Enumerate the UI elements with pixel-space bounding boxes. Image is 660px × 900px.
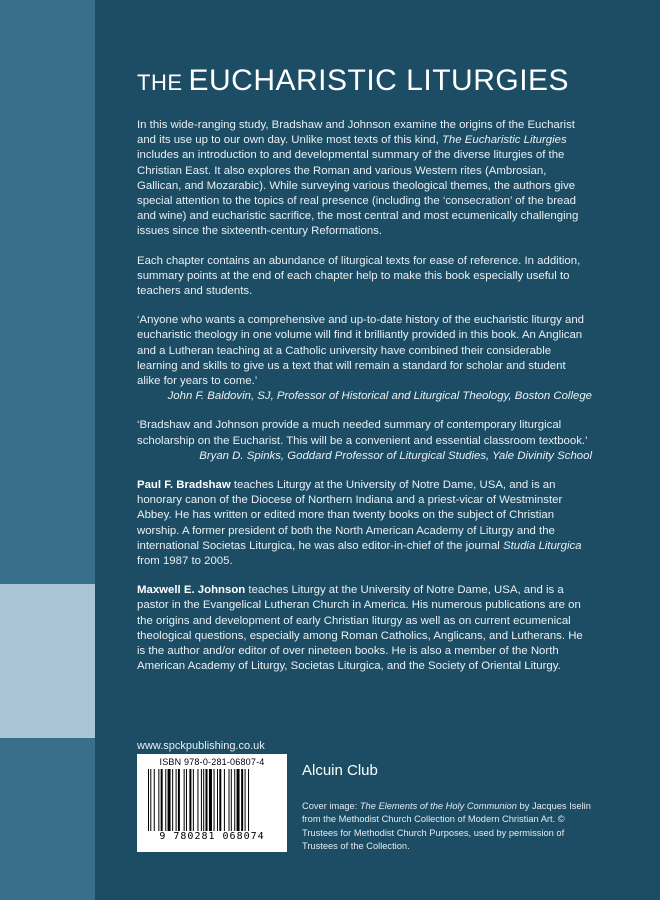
credit-text-b: by Jacques Iselin from the Methodist Church Collection of Modern Christian Art. © Trustees for Methodist Church Purposes, used by permission of Trustees of the Collection. — [302, 801, 591, 852]
paragraph-intro-book-title: The Eucharistic Liturgies — [441, 134, 567, 147]
barcode-digits: 9 780281 068074 — [159, 831, 265, 842]
blurb — [137, 118, 592, 689]
credit-text-a: Cover image: — [302, 801, 360, 811]
paragraph-intro — [137, 118, 592, 240]
quote-attribution: Bryan D. Spinks, Goddard Professor of Liturgical Studies, Yale Divinity School — [199, 449, 592, 462]
paragraph-intro-text-a: In this wide-ranging study, Bradshaw and Johnson examine the origins of the Eucharist and its use up to our own day. Unlike most texts of this kind, — [137, 119, 575, 147]
author-bio-text: teaches Liturgy at the University of Notre Dame, USA, and is a pastor in the Evangelical Lutheran Church in America. His numerous publications are on the origins and development of early Christian liturgy as well as on current ecumenical theological questions, especially among Roman Catholics, Anglicans, and Lutherans. He is the author and/or editor of over nineteen books. He is also a member of the North American Academy of Liturgy, Societas Liturgica, and the Society of Oriental Liturgy. — [137, 584, 583, 673]
author-name: Paul F. Bradshaw — [137, 479, 231, 492]
left-band-middle — [0, 584, 95, 738]
publisher-url: www.spckpublishing.co.uk — [137, 740, 265, 752]
cover-image-credit — [302, 800, 602, 854]
quote-text: ‘Bradshaw and Johnson provide a much needed summary of contemporary liturgical scholarship on the Eucharist. This will be a convenient and essential classroom textbook.’ — [137, 419, 588, 447]
title-prefix: THE — [137, 70, 183, 95]
journal-title: Studia Liturgica — [502, 539, 582, 552]
book-title — [137, 64, 569, 98]
artwork-title: The Elements of the Holy Communion — [359, 801, 517, 811]
paragraph-intro-text-b: includes an introduction to and developmental summary of the diverse liturgies of the Christian East. It also explores the Roman and various Western rites (Ambrosian, Gallican, and Mozarabic). While surveying various theological themes, the authors give special attention to the topics of real presence (including the ‘consecration’ of the bread and wine) and eucharistic sacrifice, the most central and most ecumenically challenging issues since the sixteenth-century Reformations. — [137, 149, 579, 238]
left-band-top — [0, 0, 95, 584]
isbn-barcode — [137, 754, 287, 852]
title-main: EUCHARISTIC LITURGIES — [188, 64, 570, 97]
author-name: Maxwell E. Johnson — [137, 584, 246, 597]
author-bio-text-a: teaches Liturgy at the University of Notre Dame, USA, and is an honorary canon of the Diocese of Northern Indiana and a priest-vicar of Westminster Abbey. He has written or edited more than twenty books on the subject of Christian worship. A former president of both the North American Academy of Liturgy and the international Societas Liturgica, he was also editor-in-chief of the journal — [137, 479, 563, 552]
quote-spinks — [137, 418, 592, 464]
publisher-imprint: Alcuin Club — [302, 762, 378, 779]
quote-baldovin — [137, 313, 592, 404]
author-bio-bradshaw — [137, 478, 592, 569]
quote-attribution: John F. Baldovin, SJ, Professor of Historical and Liturgical Theology, Boston College — [167, 390, 592, 403]
paragraph-features: Each chapter contains an abundance of liturgical texts for ease of reference. In addition, summary points at the end of each chapter help to make this book especially useful to teachers and students. — [137, 254, 581, 298]
author-bio-text-b: from 1987 to 2005. — [137, 555, 233, 568]
isbn-number: ISBN 978-0-281-06807-4 — [159, 757, 265, 767]
left-band-bottom — [0, 738, 95, 900]
quote-text: ‘Anyone who wants a comprehensive and up-to-date history of the eucharistic liturgy and eucharistic theology in one volume will find it brilliantly provided in this book. An Anglican and a Lutheran teaching at a Catholic university have combined their considerable learning and skills to give us a text that will remain a standard for scholar and student alike for years to come.’ — [137, 314, 585, 388]
barcode-bars — [144, 769, 280, 831]
author-bio-johnson — [137, 583, 592, 674]
